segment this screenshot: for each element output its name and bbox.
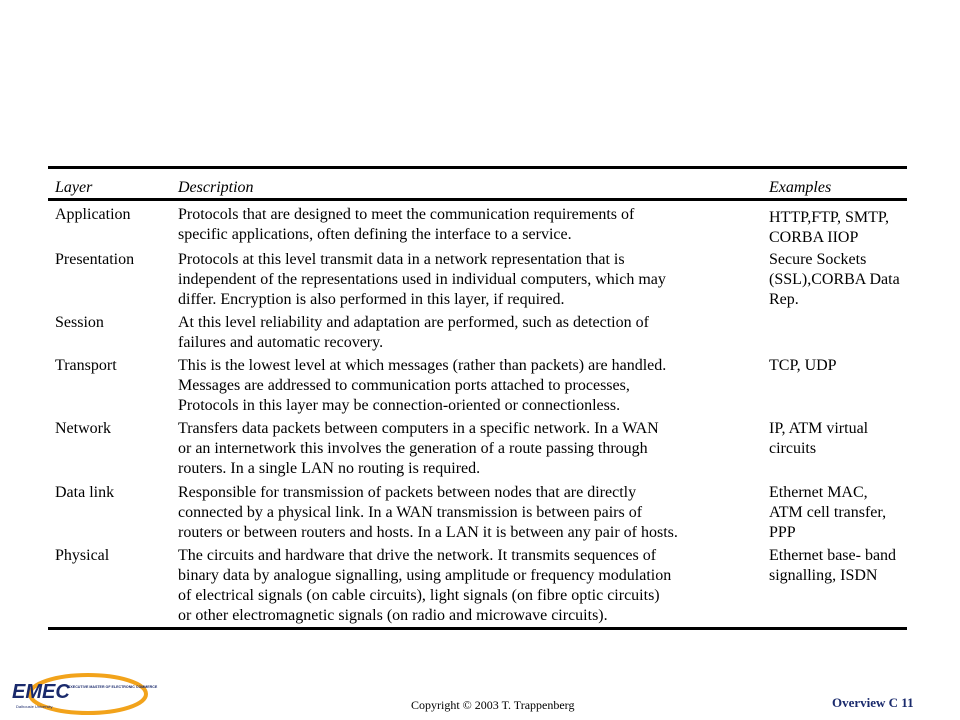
- layer-name: Transport: [55, 357, 117, 374]
- layer-description: [178, 205, 768, 245]
- slide-number: Overview C 11: [832, 695, 914, 710]
- description-line: connected by a physical link. In a WAN transmission is between pairs of: [178, 504, 643, 521]
- description-line: or other electromagnetic signals (on radio and microwave circuits).: [178, 607, 608, 624]
- layer-description: [178, 356, 768, 416]
- description-line: routers or between routers and hosts. In a LAN it is between any pair of hosts.: [178, 524, 678, 541]
- layer-name: Network: [55, 420, 111, 437]
- layer-name: Application: [55, 206, 131, 223]
- description-line: At this level reliability and adaptation are performed, such as detection of: [178, 314, 649, 331]
- examples-line: Secure Sockets: [769, 251, 867, 268]
- layer-description: [178, 313, 768, 353]
- description-line: Protocols that are designed to meet the communication requirements of: [178, 206, 635, 223]
- description-line: Protocols at this level transmit data in a network representation that is: [178, 251, 625, 268]
- description-line: Messages are addressed to communication ports attached to processes,: [178, 377, 630, 394]
- examples-line: circuits: [769, 440, 817, 457]
- layer-examples: [769, 419, 939, 459]
- description-line: routers. In a single LAN no routing is required.: [178, 460, 481, 477]
- description-line: failures and automatic recovery.: [178, 334, 384, 351]
- header-examples: Examples: [769, 179, 832, 196]
- examples-line: HTTP,FTP, SMTP,: [769, 209, 890, 226]
- examples-line: TCP, UDP: [769, 357, 837, 374]
- table-bottom-rule: [48, 627, 907, 630]
- layer-description: [178, 546, 768, 626]
- table-top-rule: [48, 166, 907, 169]
- logo-subtitle: EXECUTIVE MASTER OF ELECTRONIC COMMERCE: [68, 685, 158, 689]
- description-line: differ. Encryption is also performed in this layer, if required.: [178, 291, 565, 308]
- layer-name: Data link: [55, 484, 115, 501]
- description-line: Transfers data packets between computers in a specific network. In a WAN: [178, 420, 659, 437]
- description-line: of electrical signals (on cable circuits), light signals (on fibre optic circuits): [178, 587, 660, 604]
- examples-line: Ethernet base- band: [769, 547, 897, 564]
- layer-description: [178, 419, 768, 479]
- logo-tagline: Dalhousie University: [16, 704, 53, 709]
- layer-examples: [769, 250, 939, 310]
- examples-line: PPP: [769, 524, 796, 541]
- header-description: Description: [178, 179, 254, 196]
- layer-examples: [769, 356, 939, 376]
- description-line: independent of the representations used in individual computers, which may: [178, 271, 666, 288]
- header-layer: Layer: [55, 179, 93, 196]
- examples-line: signalling, ISDN: [769, 567, 878, 584]
- layer-examples: [769, 208, 939, 248]
- examples-line: Rep.: [769, 291, 799, 308]
- description-line: binary data by analogue signalling, using amplitude or frequency modulation: [178, 567, 672, 584]
- examples-line: (SSL),CORBA Data: [769, 271, 900, 288]
- layer-name: Presentation: [55, 251, 135, 268]
- description-line: The circuits and hardware that drive the network. It transmits sequences of: [178, 547, 657, 564]
- logo-wordmark: EMEC: [12, 681, 70, 703]
- table-header-rule: [48, 198, 907, 201]
- layer-name: Physical: [55, 547, 110, 564]
- examples-line: CORBA IIOP: [769, 229, 859, 246]
- emec-logo: [8, 672, 158, 716]
- layer-examples: [769, 483, 939, 543]
- examples-line: ATM cell transfer,: [769, 504, 887, 521]
- layer-name: Session: [55, 314, 104, 331]
- examples-line: IP, ATM virtual: [769, 420, 869, 437]
- copyright-notice: Copyright © 2003 T. Trappenberg: [411, 698, 575, 712]
- layer-description: [178, 250, 768, 310]
- description-line: This is the lowest level at which messages (rather than packets) are handled.: [178, 357, 667, 374]
- description-line: specific applications, often defining the interface to a service.: [178, 226, 572, 243]
- examples-line: Ethernet MAC,: [769, 484, 868, 501]
- description-line: Protocols in this layer may be connection-oriented or connectionless.: [178, 397, 621, 414]
- description-line: Responsible for transmission of packets between nodes that are directly: [178, 484, 637, 501]
- layer-description: [178, 483, 768, 543]
- description-line: or an internetwork this involves the generation of a route passing through: [178, 440, 648, 457]
- layer-examples: [769, 546, 939, 586]
